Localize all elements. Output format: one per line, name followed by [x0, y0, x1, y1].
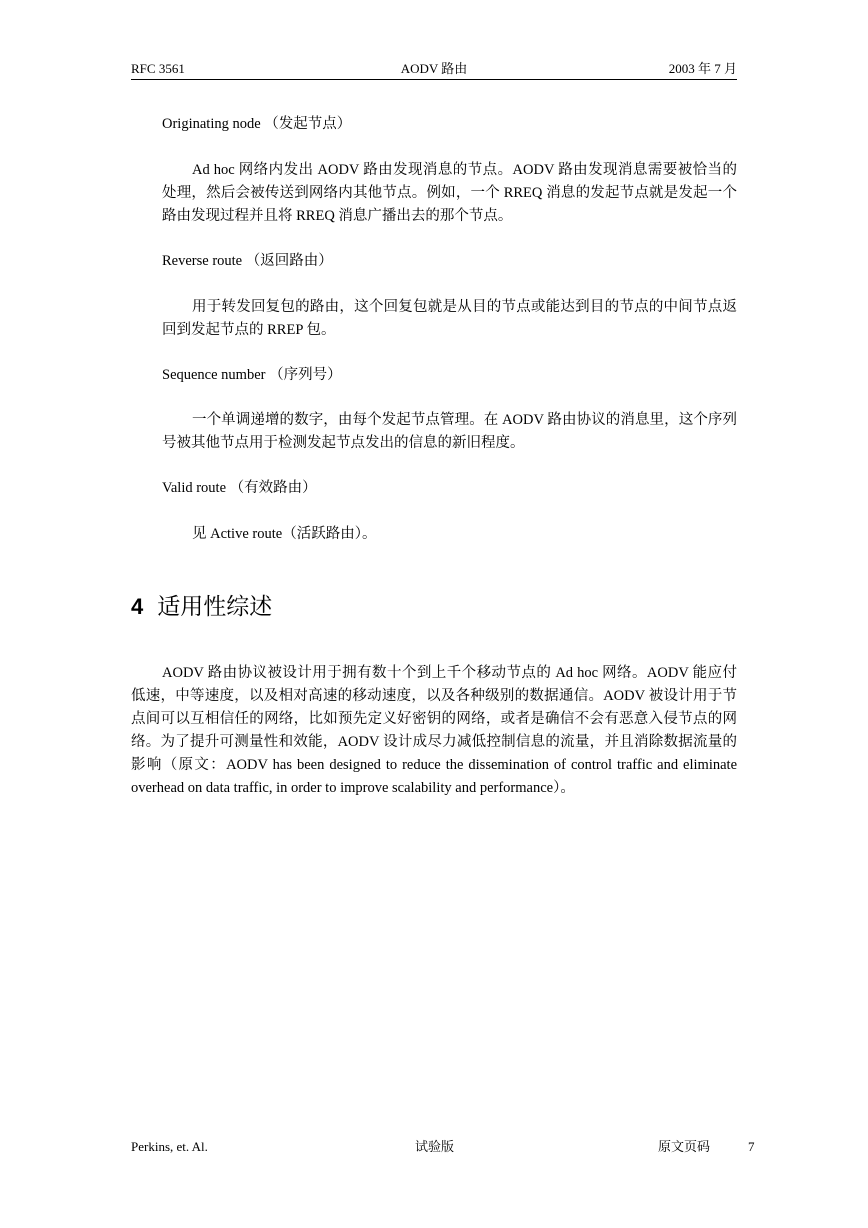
header-rfc-number: RFC 3561: [131, 61, 185, 76]
footer-page-number: 7: [748, 1139, 755, 1154]
header-title: AODV 路由: [400, 61, 468, 76]
section-heading: [131, 592, 272, 622]
definition-text-sequence-number: 一个单调递增的数字，由每个发起节点管理。在 AODV 路由协议的消息里，这个序列号被其他节点用于检测发起节点发出的信息的新旧程度。: [162, 412, 737, 451]
section-body-paragraph: AODV 路由协议被设计用于拥有数十个到上千个移动节点的 Ad hoc 网络。AODV 能应付低速，中等速度，以及相对高速的移动速度，以及各种级别的数据通信。AODV 被设计用于节点间可以互相信任的网络，比如预先定义好密钥的网络，或者是确信不会有恶意入侵节点的网络。为了提升可测量性和效能，AODV 设计成尽力减低控制信息的流量，并且消除数据流量的影响（原文：AODV has been designed to reduce the dissemination of control traffic and eliminate overhead on data traffic, in order to improve scalability and performance）。: [131, 665, 737, 796]
page-header: [131, 61, 737, 80]
definition-term-valid-route: Valid route （有效路由）: [162, 480, 317, 496]
footer-edition: 试验版: [415, 1139, 455, 1154]
definition-term-sequence-number: Sequence number （序列号）: [162, 367, 342, 383]
section-title: 适用性综述: [157, 594, 273, 620]
section-number: 4: [131, 594, 144, 619]
header-date: 2003 年 7 月: [668, 61, 737, 76]
footer-page-label: 原文页码: [658, 1139, 711, 1154]
definition-term-reverse-route: Reverse route （返回路由）: [162, 253, 333, 269]
definition-text-originating-node: Ad hoc 网络内发出 AODV 路由发现消息的节点。AODV 路由发现消息需要被恰当的处理，然后会被传送到网络内其他节点。例如，一个 RREQ 消息的发起节点就是发起一个路由发现过程并且将 RREQ 消息广播出去的那个节点。: [162, 162, 737, 224]
definition-text-reverse-route: 用于转发回复包的路由，这个回复包就是从目的节点或能达到目的节点的中间节点返回到发起节点的 RREP 包。: [162, 299, 737, 338]
definition-text-valid-route: 见 Active route（活跃路由）。: [192, 526, 377, 542]
footer-authors: Perkins, et. Al.: [131, 1139, 208, 1154]
definition-term-originating-node: Originating node （发起节点）: [162, 116, 352, 132]
